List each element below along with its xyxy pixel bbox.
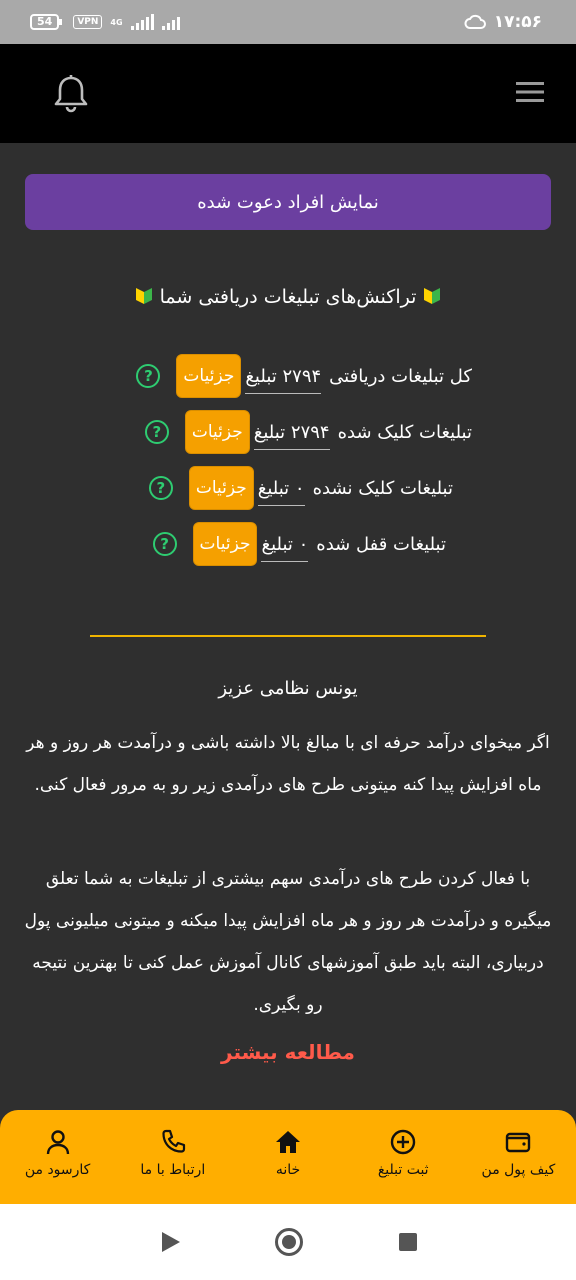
home-icon	[274, 1128, 302, 1156]
read-more-link[interactable]: مطالعه بیشتر	[221, 1040, 355, 1064]
home-button-icon[interactable]	[275, 1228, 303, 1256]
details-button[interactable]: جزئیات	[176, 354, 241, 398]
vpn-badge: VPN	[73, 15, 102, 29]
recent-apps-icon[interactable]	[399, 1233, 417, 1251]
battery-indicator: 54	[30, 14, 59, 30]
bottom-nav	[0, 1110, 576, 1204]
row-label: تبلیغات کلیک نشده	[312, 477, 453, 499]
wallet-icon	[504, 1128, 532, 1156]
cloud-icon	[464, 14, 486, 30]
transaction-row-not-clicked	[149, 466, 453, 510]
nav-label: ارتباط با ما	[140, 1162, 206, 1178]
help-icon[interactable]: ?	[153, 532, 177, 556]
row-count: ۰ تبلیغ	[261, 534, 308, 562]
divider	[90, 635, 486, 637]
nav-profile[interactable]	[0, 1110, 115, 1204]
row-label: کل تبلیغات دریافتی	[329, 365, 472, 387]
transaction-row-total	[136, 354, 472, 398]
transaction-row-locked	[153, 522, 446, 566]
nav-contact[interactable]	[115, 1110, 230, 1204]
system-nav-bar	[0, 1204, 576, 1280]
nav-label: کارسود من	[24, 1162, 91, 1178]
app-bar	[0, 44, 576, 143]
nav-home[interactable]	[230, 1110, 345, 1204]
greeting: یونس نظامی عزیز	[218, 678, 358, 699]
row-label: تبلیغات کلیک شده	[337, 421, 472, 443]
clock: ۱۷:۵۶	[493, 12, 542, 32]
beginner-badge-icon	[134, 286, 154, 306]
help-icon[interactable]: ?	[149, 476, 173, 500]
details-button[interactable]: جزئیات	[185, 410, 250, 454]
nav-label: کیف پول من	[481, 1162, 556, 1178]
show-invited-button[interactable]: نمایش افراد دعوت شده	[25, 174, 551, 230]
info-paragraph-1: اگر میخوای درآمد حرفه ای با مبالغ بالا داشته باشی و درآمدت هر روز و هر ماه افزایش پیدا کنه میتونی طرح های درآمدی زیر رو به مرور فعال کنی.	[26, 733, 550, 795]
row-count: ۲۷۹۴ تبلیغ	[245, 366, 321, 394]
row-count: ۲۷۹۴ تبلیغ	[254, 422, 330, 450]
back-icon[interactable]	[162, 1232, 180, 1252]
nav-label: خانه	[275, 1162, 301, 1178]
phone-icon	[159, 1128, 187, 1156]
status-bar	[0, 0, 576, 44]
plus-circle-icon	[389, 1128, 417, 1156]
nav-wallet[interactable]	[461, 1110, 576, 1204]
user-icon	[44, 1128, 72, 1156]
status-right	[464, 12, 542, 32]
help-icon[interactable]: ?	[136, 364, 160, 388]
section-title	[0, 286, 576, 308]
signal-icon	[131, 14, 154, 30]
signal-icon-2	[162, 14, 180, 30]
bell-icon[interactable]	[52, 74, 90, 114]
details-button[interactable]: جزئیات	[193, 522, 258, 566]
status-left	[30, 14, 180, 30]
nav-add-ad[interactable]	[346, 1110, 461, 1204]
beginner-badge-icon	[422, 286, 442, 306]
section-title-text: تراکنش‌های تبلیغات دریافتی شما	[159, 286, 417, 308]
details-button[interactable]: جزئیات	[189, 466, 254, 510]
row-label: تبلیغات قفل شده	[316, 533, 446, 555]
help-icon[interactable]: ?	[145, 420, 169, 444]
row-count: ۰ تبلیغ	[258, 478, 305, 506]
info-paragraph-2: با فعال کردن طرح های درآمدی سهم بیشتری از تبلیغات به شما تعلق میگیره و درآمدت هر روز و هر ماه افزایش پیدا میکنه و میتونی میلیونی پول دربیاری، البته باید طبق آموزشهای کانال آموزش عمل کنی تا بهترین نتیجه رو بگیری.	[24, 869, 552, 1015]
network-type: 4G	[110, 17, 123, 27]
hamburger-menu-icon[interactable]	[516, 80, 544, 104]
transaction-row-clicked	[145, 410, 472, 454]
nav-label: ثبت تبلیغ	[377, 1162, 429, 1178]
